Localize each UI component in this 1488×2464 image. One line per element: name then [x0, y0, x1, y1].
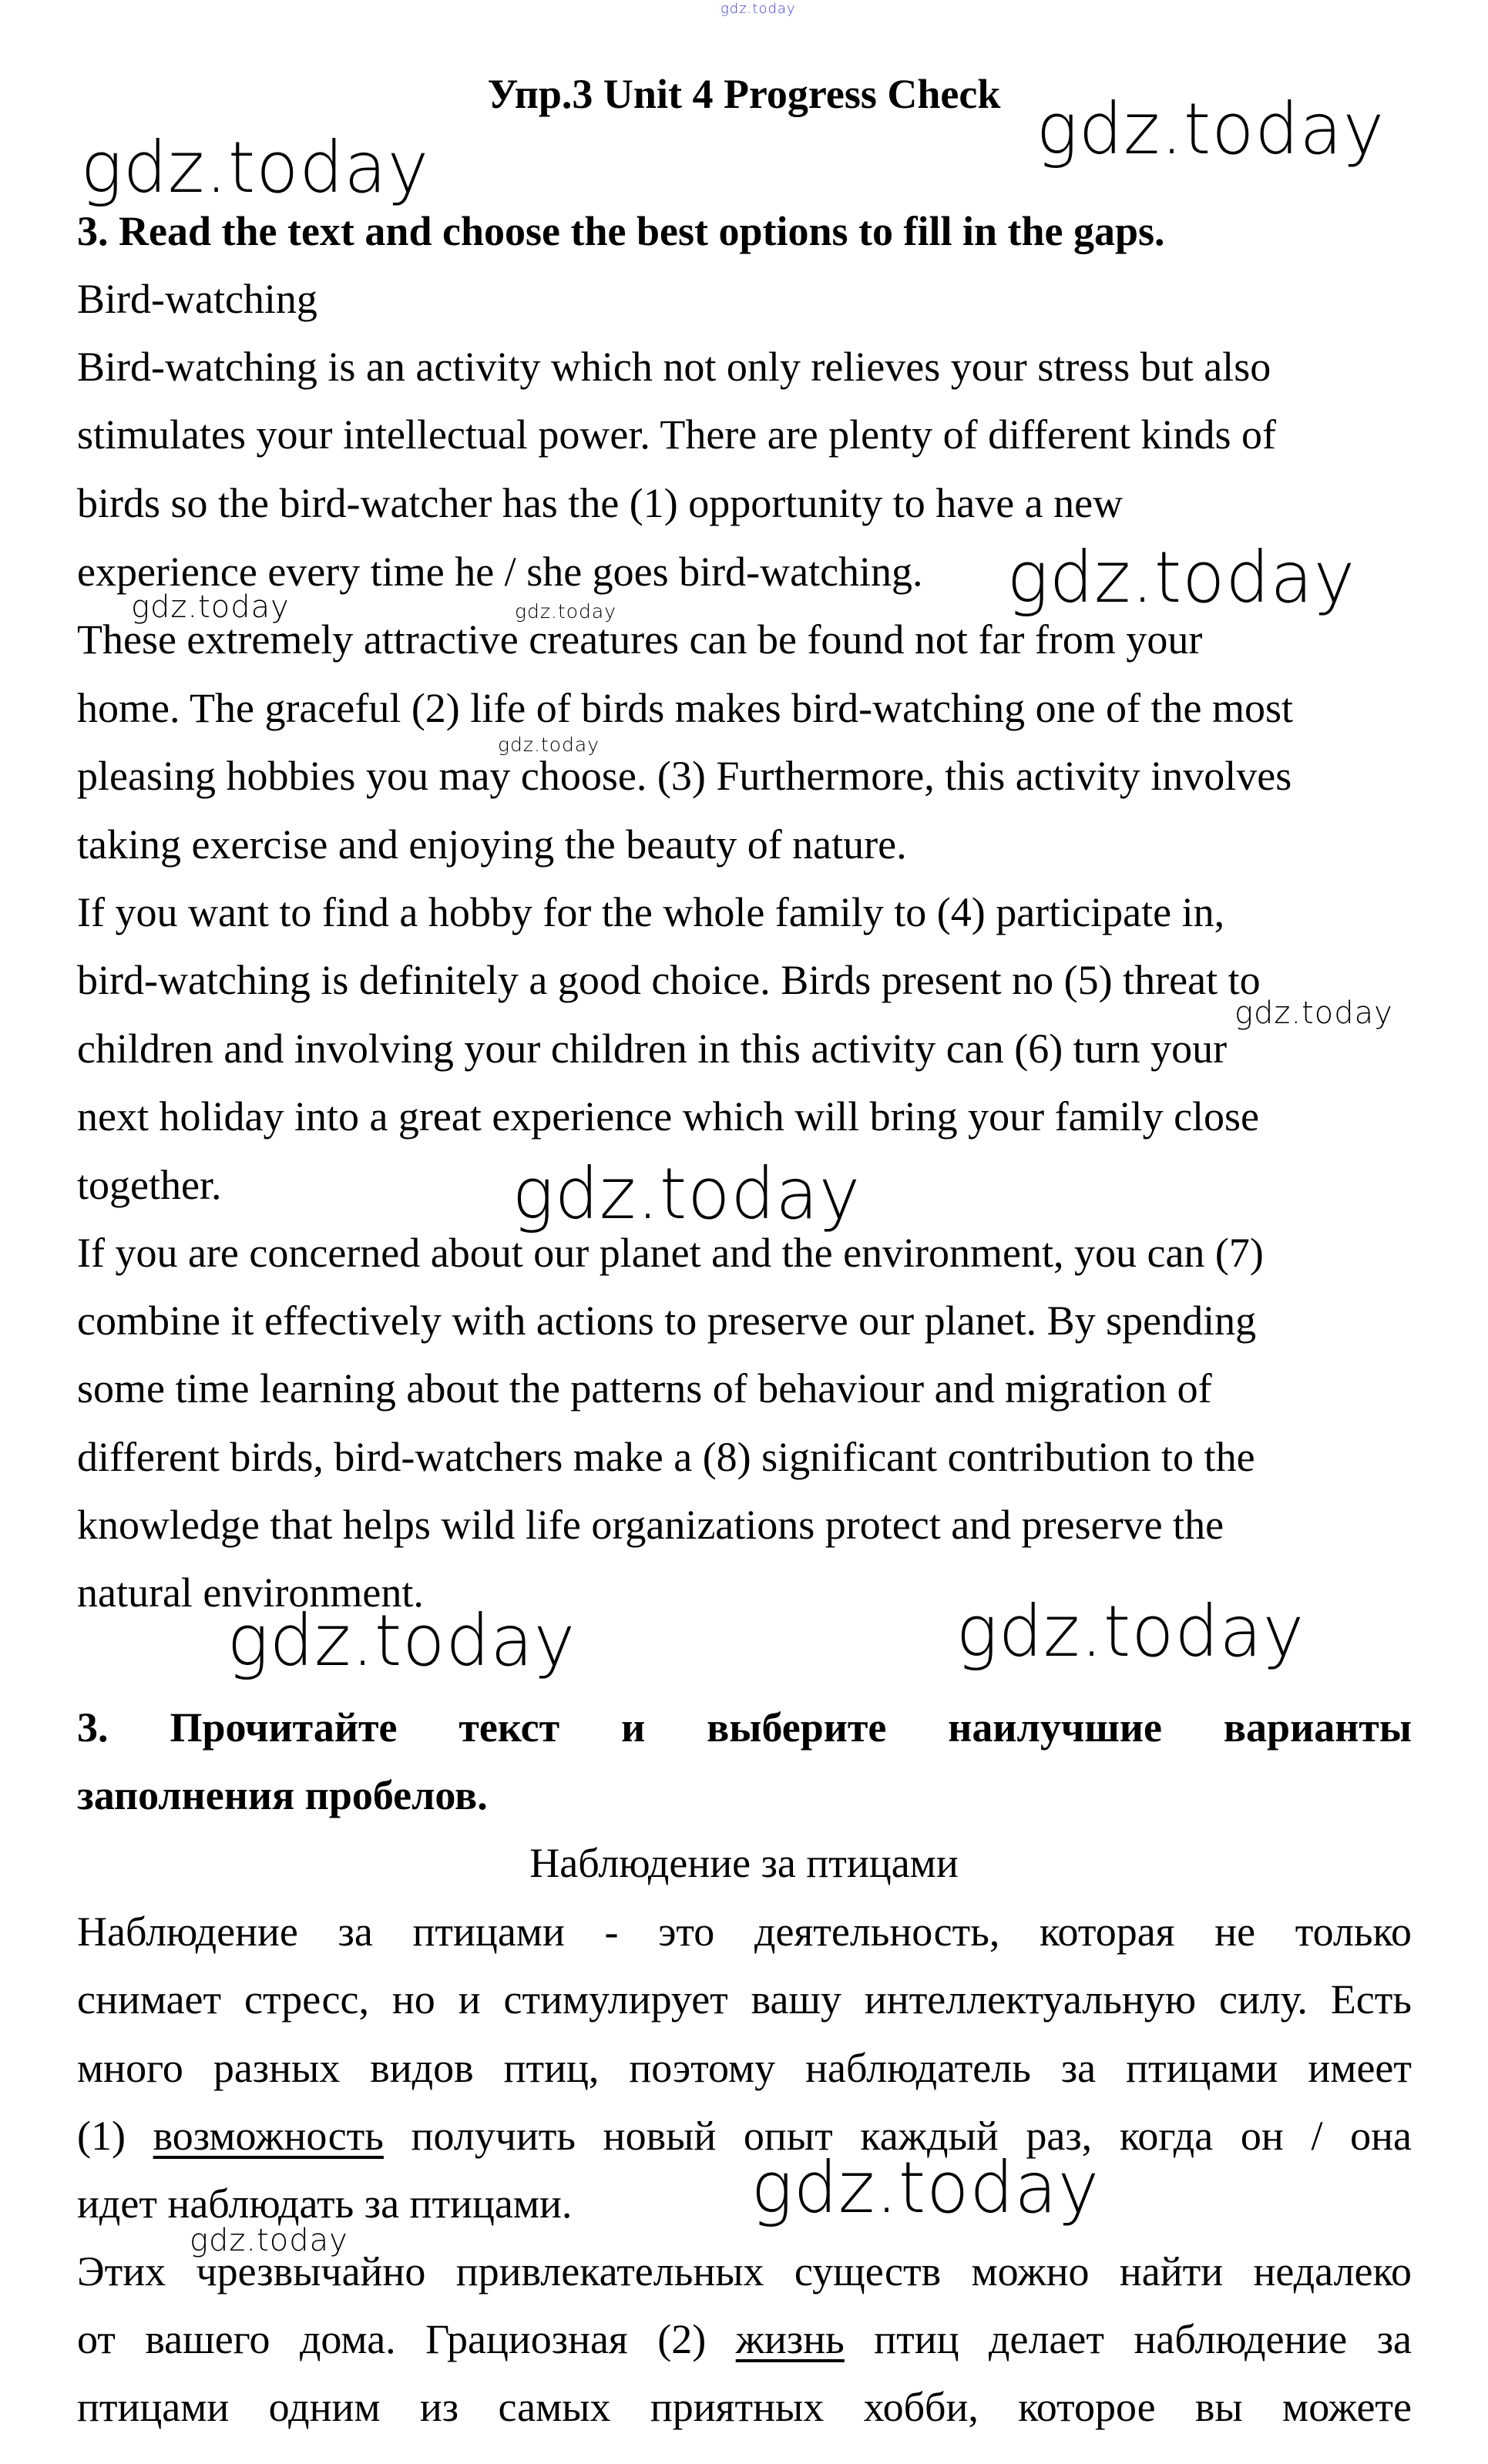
watermark: gdz.today: [498, 733, 600, 756]
gap-number: (1): [77, 2113, 153, 2159]
task-instruction-ru: 3. Прочитайте текст и выберите наилучшие варианты: [77, 1704, 1412, 1751]
text-line: [77, 2113, 1412, 2159]
text-line: stimulates your intellectual power. There are plenty of different kinds of: [77, 411, 1277, 458]
watermark: gdz.today: [956, 1590, 1305, 1673]
text-line: children and involving your children in this activity can (6) turn your: [77, 1026, 1228, 1072]
text-line: птицами одним из самых приятных хобби, которое вы можете: [77, 2384, 1412, 2430]
text-fragment: получить новый опыт каждый раз, когда он / она: [383, 2113, 1412, 2159]
text-line: home. The graceful (2) life of birds makes bird-watching one of the most: [77, 685, 1294, 731]
text-line: natural environment.: [77, 1569, 424, 1616]
watermark: gdz.today: [1036, 88, 1386, 170]
text-line: knowledge that helps wild life organizations protect and preserve the: [77, 1502, 1224, 1548]
text-line: идет наблюдать за птицами.: [77, 2180, 573, 2227]
text-line: next holiday into a great experience which will bring your family close: [77, 1093, 1260, 1140]
watermark: gdz.today: [131, 589, 290, 625]
watermark: gdz.today: [227, 1600, 576, 1682]
text-line: birds so the bird-watcher has the (1) opportunity to have a new: [77, 480, 1124, 526]
text-line: If you want to find a hobby for the whole family to (4) participate in,: [77, 889, 1225, 935]
text-line: some time learning about the patterns of behaviour and migration of: [77, 1365, 1212, 1412]
watermark: gdz.today: [1006, 536, 1356, 619]
watermark: gdz.today: [190, 2223, 348, 2258]
text-fragment: птиц делает наблюдение за: [844, 2316, 1412, 2362]
text-line: experience every time he / she goes bird-watching.: [77, 549, 923, 595]
watermark: gdz.today: [1234, 995, 1393, 1031]
text-line: taking exercise and enjoying the beauty of nature.: [77, 821, 907, 868]
text-line: These extremely attractive creatures can be found not far from your: [77, 616, 1203, 663]
text-line: pleasing hobbies you may choose. (3) Furthermore, this activity involves: [77, 753, 1292, 799]
text-line: Наблюдение за птицами - это деятельность, которая не только: [77, 1908, 1412, 1955]
watermark: gdz.today: [515, 600, 617, 623]
text-heading-en: Bird-watching: [77, 276, 317, 322]
text-fragment: от вашего дома. Грациозная (2): [77, 2316, 736, 2362]
text-line: combine it effectively with actions to preserve our planet. By spending: [77, 1297, 1257, 1344]
text-line: Этих чрезвычайно привлекательных существ можно найти недалеко: [77, 2248, 1412, 2294]
answer-word: возможность: [153, 2113, 384, 2159]
text-line: снимает стресс, но и стимулирует вашу интеллектуальную силу. Есть: [77, 1976, 1412, 2023]
watermark: gdz.today: [512, 1153, 862, 1235]
text-line: Bird-watching is an activity which not only relieves your stress but also: [77, 344, 1271, 390]
page-title: Упр.3 Unit 4 Progress Check: [487, 71, 1001, 117]
task-instruction-ru-cont: заполнения пробелов.: [77, 1772, 488, 1818]
watermark: gdz.today: [80, 126, 430, 209]
text-line: bird-watching is definitely a good choice. Birds present no (5) threat to: [77, 957, 1261, 1003]
text-line: different birds, bird-watchers make a (8) significant contribution to the: [77, 1434, 1255, 1480]
text-heading-ru: Наблюдение за птицами: [529, 1840, 959, 1886]
text-line: If you are concerned about our planet and the environment, you can (7): [77, 1230, 1264, 1276]
answer-word: жизнь: [735, 2316, 845, 2362]
text-line: много разных видов птиц, поэтому наблюдатель за птицами имеет: [77, 2045, 1412, 2091]
watermark-top: gdz.today: [720, 1, 796, 17]
text-line: [77, 2316, 1412, 2362]
task-instruction-en: 3. Read the text and choose the best options to fill in the gaps.: [77, 208, 1165, 254]
text-line: together.: [77, 1162, 222, 1208]
watermark: gdz.today: [751, 2147, 1100, 2229]
